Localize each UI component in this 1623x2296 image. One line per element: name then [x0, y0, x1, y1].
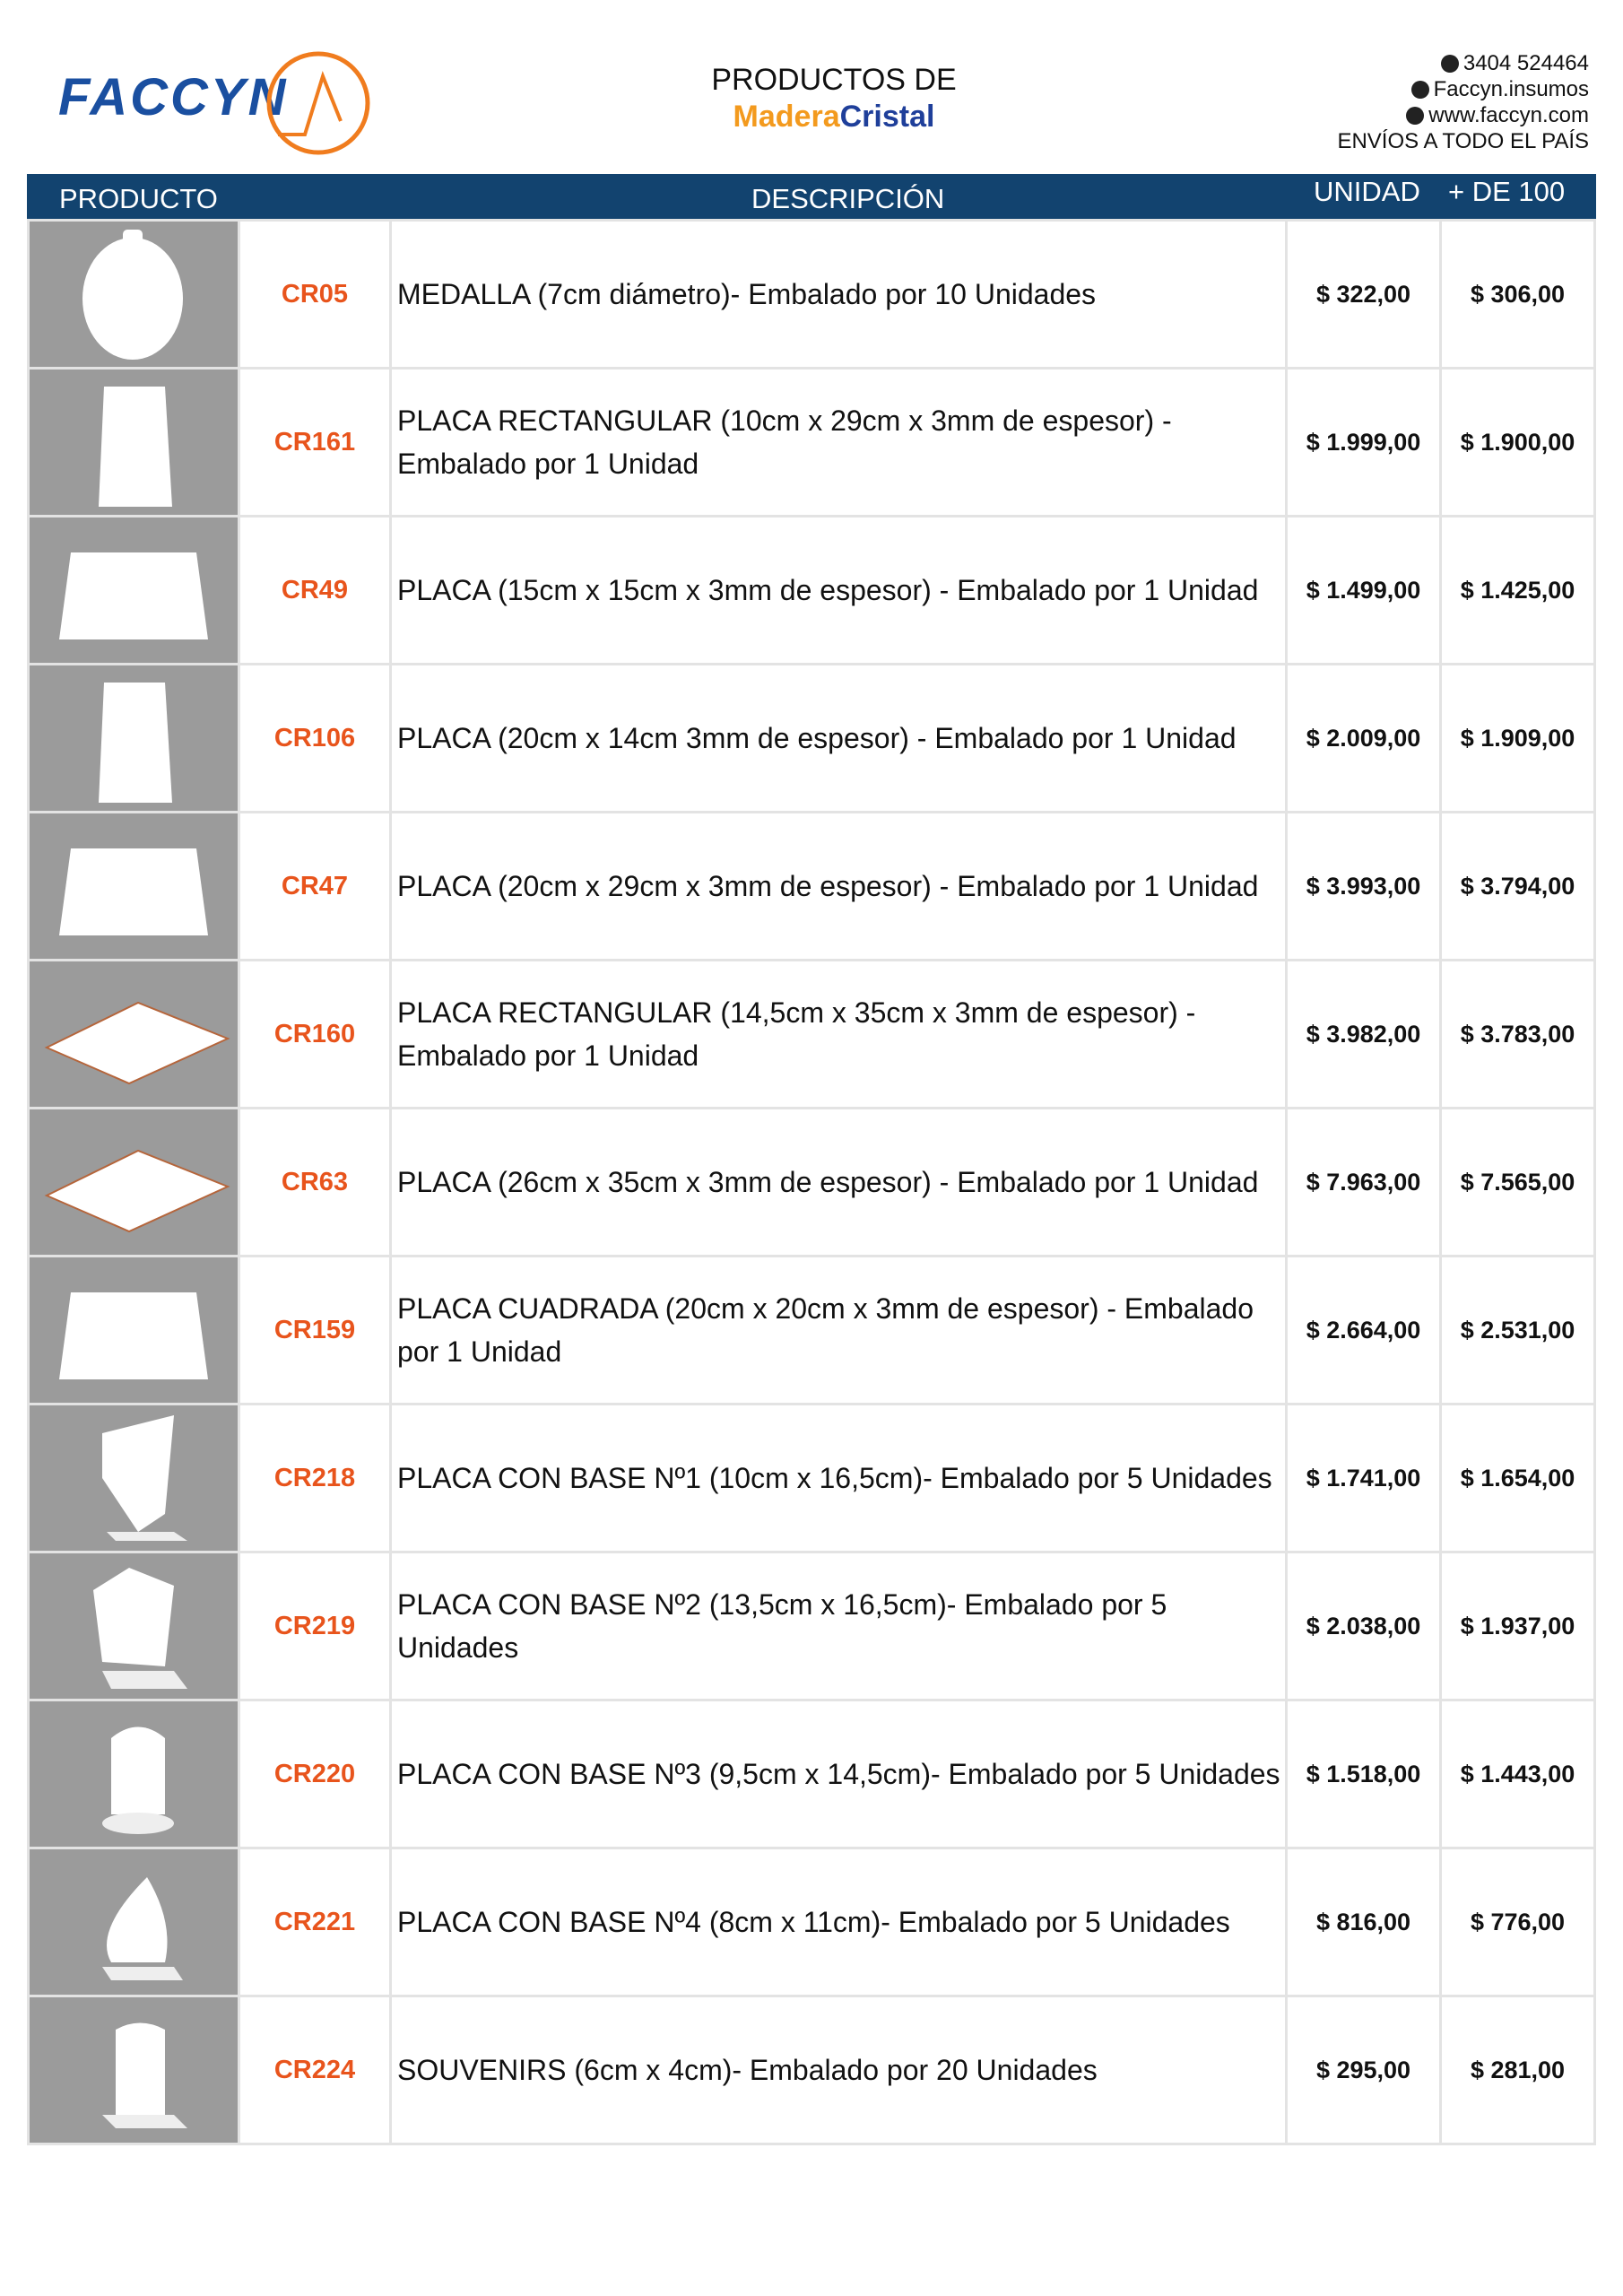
wide-product-icon	[30, 1258, 237, 1402]
unit-price: $ 7.963,00	[1287, 1109, 1441, 1257]
unit-price: $ 322,00	[1287, 221, 1441, 369]
product-image	[29, 1552, 239, 1700]
shipping-note: ENVÍOS A TODO EL PAÍS	[1337, 129, 1589, 153]
unit-price: $ 2.664,00	[1287, 1257, 1441, 1405]
bulk-price: $ 306,00	[1441, 221, 1595, 369]
unit-price: $ 3.982,00	[1287, 961, 1441, 1109]
product-description: PLACA (15cm x 15cm x 3mm de espesor) - Embalado por 1 Unidad	[391, 517, 1287, 665]
souvenir-product-icon	[30, 1998, 237, 2142]
unit-price: $ 1.999,00	[1287, 369, 1441, 517]
header-bulk: + DE 100	[1448, 176, 1566, 207]
unit-price: $ 1.499,00	[1287, 517, 1441, 665]
product-description: PLACA (26cm x 35cm x 3mm de espesor) - Embalado por 1 Unidad	[391, 1109, 1287, 1257]
header-unit: UNIDAD	[1314, 176, 1420, 207]
whatsapp-icon	[1441, 55, 1459, 73]
base2-product-icon	[30, 1554, 237, 1698]
product-code: CR159	[239, 1257, 391, 1405]
product-image	[29, 1257, 239, 1405]
product-row	[29, 1996, 1595, 2144]
tall-product-icon	[30, 666, 237, 810]
product-row	[29, 1700, 1595, 1848]
product-code: CR161	[239, 369, 391, 517]
product-code: CR160	[239, 961, 391, 1109]
instagram: Faccyn.insumos	[1433, 77, 1589, 101]
product-description: PLACA CUADRADA (20cm x 20cm x 3mm de espesor) - Embalado por 1 Unidad	[391, 1257, 1287, 1405]
wide-product-icon	[30, 814, 237, 958]
faccyn-logo	[54, 49, 377, 157]
bulk-price: $ 1.900,00	[1441, 369, 1595, 517]
logo-text: FACCYN	[58, 68, 289, 126]
instagram-icon	[1411, 81, 1429, 99]
product-image	[29, 1848, 239, 1996]
logo-circle-icon	[215, 49, 421, 157]
web-icon	[1406, 107, 1424, 125]
product-image	[29, 1109, 239, 1257]
product-description: PLACA CON BASE Nº2 (13,5cm x 16,5cm)- Embalado por 5 Unidades	[391, 1552, 1287, 1700]
product-image	[29, 221, 239, 369]
document-title	[664, 63, 1004, 135]
bulk-price: $ 3.783,00	[1441, 961, 1595, 1109]
product-row	[29, 813, 1595, 961]
product-row	[29, 961, 1595, 1109]
product-row	[29, 1552, 1595, 1700]
bulk-price: $ 1.654,00	[1441, 1405, 1595, 1552]
table-header	[27, 174, 1596, 219]
product-image	[29, 1996, 239, 2144]
product-description: PLACA (20cm x 29cm x 3mm de espesor) - Embalado por 1 Unidad	[391, 813, 1287, 961]
bulk-price: $ 3.794,00	[1441, 813, 1595, 961]
bulk-price: $ 7.565,00	[1441, 1109, 1595, 1257]
wide-product-icon	[30, 518, 237, 662]
flat-product-icon	[30, 1110, 237, 1254]
product-row	[29, 1405, 1595, 1552]
product-code: CR218	[239, 1405, 391, 1552]
product-row	[29, 665, 1595, 813]
product-image	[29, 1700, 239, 1848]
brand-title	[664, 100, 1004, 135]
bulk-price: $ 776,00	[1441, 1848, 1595, 1996]
base4-product-icon	[30, 1850, 237, 1994]
bulk-price: $ 281,00	[1441, 1996, 1595, 2144]
product-row	[29, 1109, 1595, 1257]
product-row	[29, 1257, 1595, 1405]
base3-product-icon	[30, 1702, 237, 1846]
product-code: CR106	[239, 665, 391, 813]
product-description: MEDALLA (7cm diámetro)- Embalado por 10 Unidades	[391, 221, 1287, 369]
flat-product-icon	[30, 962, 237, 1106]
header-description: DESCRIPCIÓN	[751, 183, 945, 214]
product-description: PLACA CON BASE Nº3 (9,5cm x 14,5cm)- Embalado por 5 Unidades	[391, 1700, 1287, 1848]
product-description: PLACA CON BASE Nº4 (8cm x 11cm)- Embalado por 5 Unidades	[391, 1848, 1287, 1996]
header-product: PRODUCTO	[59, 183, 218, 214]
unit-price: $ 816,00	[1287, 1848, 1441, 1996]
product-table	[27, 219, 1596, 2145]
product-image	[29, 1405, 239, 1552]
product-row	[29, 221, 1595, 369]
product-code: CR49	[239, 517, 391, 665]
product-description: PLACA RECTANGULAR (14,5cm x 35cm x 3mm de espesor) - Embalado por 1 Unidad	[391, 961, 1287, 1109]
unit-price: $ 1.518,00	[1287, 1700, 1441, 1848]
product-row	[29, 369, 1595, 517]
product-image	[29, 369, 239, 517]
tall-product-icon	[30, 370, 237, 514]
product-code: CR219	[239, 1552, 391, 1700]
product-description: PLACA CON BASE Nº1 (10cm x 16,5cm)- Embalado por 5 Unidades	[391, 1405, 1287, 1552]
unit-price: $ 295,00	[1287, 1996, 1441, 2144]
bulk-price: $ 1.443,00	[1441, 1700, 1595, 1848]
product-description: SOUVENIRS (6cm x 4cm)- Embalado por 20 Unidades	[391, 1996, 1287, 2144]
product-code: CR224	[239, 1996, 391, 2144]
product-description: PLACA (20cm x 14cm 3mm de espesor) - Embalado por 1 Unidad	[391, 665, 1287, 813]
medal-product-icon	[30, 222, 237, 366]
product-image	[29, 813, 239, 961]
brand-part2: Cristal	[839, 100, 935, 134]
product-code: CR220	[239, 1700, 391, 1848]
base1-product-icon	[30, 1406, 237, 1550]
website[interactable]: www.faccyn.com	[1428, 103, 1589, 127]
product-description: PLACA RECTANGULAR (10cm x 29cm x 3mm de espesor) - Embalado por 1 Unidad	[391, 369, 1287, 517]
title-line1: PRODUCTOS DE	[711, 63, 957, 97]
bulk-price: $ 1.425,00	[1441, 517, 1595, 665]
product-image	[29, 517, 239, 665]
product-row	[29, 517, 1595, 665]
bulk-price: $ 2.531,00	[1441, 1257, 1595, 1405]
product-row	[29, 1848, 1595, 1996]
brand-part1: Madera	[733, 100, 840, 134]
bulk-price: $ 1.909,00	[1441, 665, 1595, 813]
product-image	[29, 665, 239, 813]
contact-info	[1337, 50, 1589, 154]
phone: 3404 524464	[1462, 51, 1589, 75]
unit-price: $ 2.009,00	[1287, 665, 1441, 813]
product-image	[29, 961, 239, 1109]
product-code: CR221	[239, 1848, 391, 1996]
unit-price: $ 1.741,00	[1287, 1405, 1441, 1552]
unit-price: $ 3.993,00	[1287, 813, 1441, 961]
bulk-price: $ 1.937,00	[1441, 1552, 1595, 1700]
unit-price: $ 2.038,00	[1287, 1552, 1441, 1700]
product-code: CR63	[239, 1109, 391, 1257]
product-code: CR47	[239, 813, 391, 961]
product-code: CR05	[239, 221, 391, 369]
